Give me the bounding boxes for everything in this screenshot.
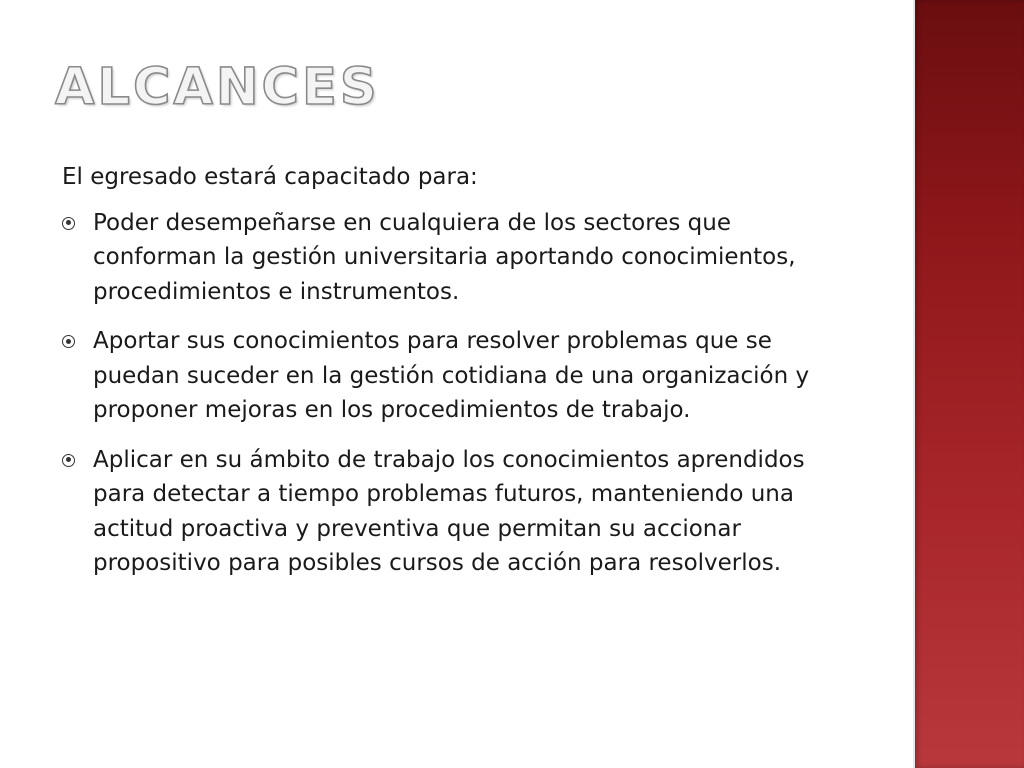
bullet-text: Aportar sus conocimientos para resolver problemas que se puedan suceder en la gestión cotidiana de una organización y proponer mejoras en los procedimientos de trabajo. (93, 328, 810, 423)
radio-bullet-icon (62, 217, 75, 230)
radio-bullet-icon (62, 335, 75, 348)
side-band-edge (913, 0, 915, 768)
decorative-side-band (913, 0, 1024, 768)
list-item (62, 443, 852, 581)
bullet-text: Poder desempeñarse en cualquiera de los sectores que conforman la gestión universitaria aportando conocimientos, procedimientos e instrumentos. (93, 209, 796, 305)
slide-body (62, 160, 852, 596)
slide-title: ALCANCES (55, 58, 380, 117)
radio-bullet-icon (62, 454, 75, 467)
list-item (62, 324, 852, 428)
bullet-list (62, 206, 852, 581)
intro-text: El egresado estará capacitado para: (62, 164, 478, 190)
bullet-text: Aplicar en su ámbito de trabajo los conocimientos aprendidos para detectar a tiempo problemas futuros, manteniendo una actitud proactiva y preventiva que permitan su accionar propositivo para posibles cursos de acción para resolverlos. (93, 446, 805, 576)
list-item (62, 206, 852, 310)
